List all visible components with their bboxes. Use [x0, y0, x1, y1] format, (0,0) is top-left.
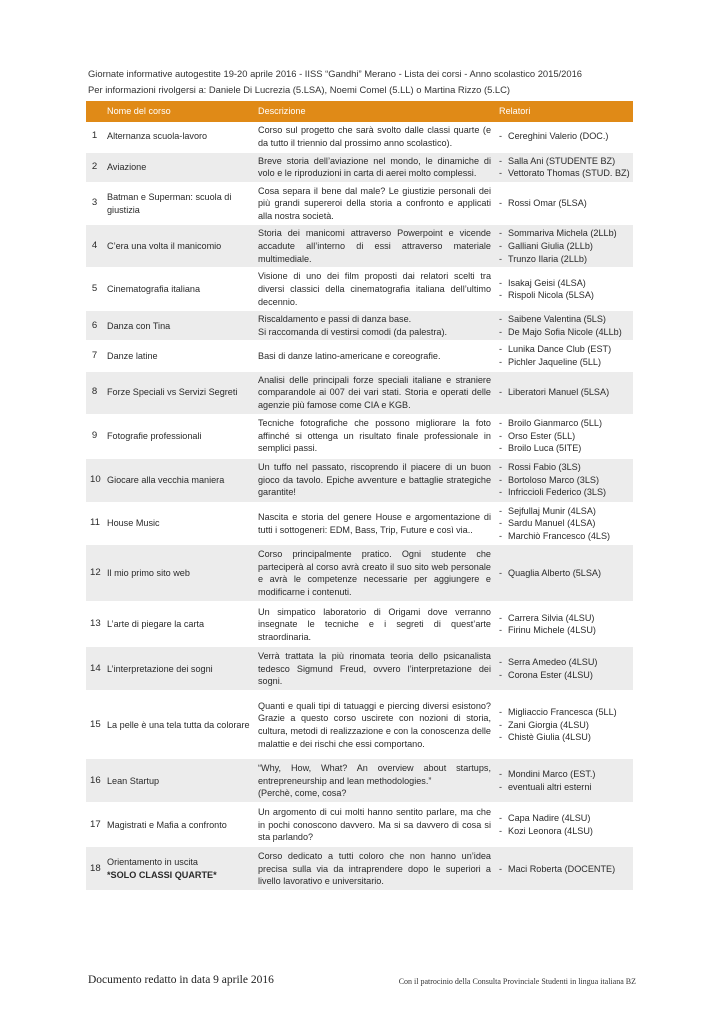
course-description: Storia dei manicomi attraverso Powerpoint e vicende accadute all’interno di essi attraverso materiale multimediale.: [254, 225, 495, 268]
column-header-description: Descrizione: [254, 101, 495, 122]
course-number: 9: [86, 414, 103, 458]
speaker-item: - Mondini Marco (EST.): [499, 768, 629, 781]
course-speakers-cell: [495, 225, 633, 268]
course-number: 1: [86, 122, 103, 152]
speaker-item: - Rossi Omar (5LSA): [499, 197, 629, 210]
speaker-item: - Vettorato Thomas (STUD. BZ): [499, 167, 629, 180]
speaker-list: [499, 768, 629, 793]
table-row: [86, 803, 633, 847]
course-description: Basi di danze latino-americane e coreografie.: [254, 341, 495, 371]
course-speakers-cell: [495, 414, 633, 458]
course-name-cell: [103, 122, 254, 152]
course-description: Quanti e quali tipi di tatuaggi e piercing diversi esistono? Grazie a questo corso uscirete con nozioni di storia, cultura, metodi di realizzazione e con la conoscenza delle malattie e dei rischi che essi comportano.: [254, 691, 495, 759]
table-row: [86, 225, 633, 268]
course-name: Alternanza scuola-lavoro: [107, 131, 208, 142]
speaker-item: - Maci Roberta (DOCENTE): [499, 863, 629, 876]
footer-date: Documento redatto in data 9 aprile 2016: [88, 974, 274, 986]
document-header: [88, 66, 648, 98]
course-name-cell: [103, 545, 254, 602]
course-description: Tecniche fotografiche che possono migliorare la foto affinché si ottenga un risultato finale professionale in semplici passi.: [254, 414, 495, 458]
speaker-item: - De Majo Sofia Nicole (4LLb): [499, 326, 629, 339]
course-name-cell: [103, 182, 254, 225]
table-body: [86, 122, 633, 891]
header-contact-line: Per informazioni rivolgersi a: Daniele Di Lucrezia (5.LSA), Noemi Comel (5.LL) o Martina Rizzo (5.LC): [88, 84, 511, 95]
course-number: 11: [86, 502, 103, 545]
table-row: [86, 545, 633, 602]
course-name: Fotografie professionali: [107, 430, 202, 441]
speaker-list: [499, 567, 629, 580]
speaker-item: - Bortoloso Marco (3LS): [499, 474, 629, 487]
table-row: [86, 311, 633, 341]
speaker-item: - Capa Nadire (4LSU): [499, 812, 629, 825]
table-row: [86, 152, 633, 182]
course-name: Lean Startup: [107, 775, 160, 786]
speaker-item: - Pichler Jaqueline (5LL): [499, 356, 629, 369]
course-name: House Music: [107, 518, 160, 529]
speaker-list: [499, 461, 629, 499]
course-speakers-cell: [495, 371, 633, 414]
course-name-cell: [103, 602, 254, 647]
speaker-list: [499, 386, 629, 399]
course-number: 15: [86, 691, 103, 759]
course-name-cell: [103, 152, 254, 182]
header-title-line: Giornate informative autogestite 19-20 aprile 2016 - IISS “Gandhi” Merano - Lista dei corsi - Anno scolastico 2015/2016: [88, 68, 583, 79]
course-number: 4: [86, 225, 103, 268]
course-number: 13: [86, 602, 103, 647]
course-description: Un simpatico laboratorio di Origami dove verranno insegnate le tecniche e i segreti di quest’arte straordinaria.: [254, 602, 495, 647]
table-row: [86, 502, 633, 545]
speaker-item: - Trunzo Ilaria (2LLb): [499, 253, 629, 266]
speaker-item: - Firinu Michele (4LSU): [499, 624, 629, 637]
course-speakers-cell: [495, 341, 633, 371]
course-name-cell: [103, 759, 254, 803]
course-speakers-cell: [495, 458, 633, 502]
course-name-cell: [103, 268, 254, 311]
course-speakers-cell: [495, 545, 633, 602]
speaker-item: - Serra Amedeo (4LSU): [499, 656, 629, 669]
table-row: [86, 602, 633, 647]
course-speakers-cell: [495, 803, 633, 847]
speaker-item: - Salla Ani (STUDENTE BZ): [499, 155, 629, 168]
speaker-list: [499, 313, 629, 338]
table-header-row: [86, 101, 633, 122]
speaker-item: - Liberatori Manuel (5LSA): [499, 386, 629, 399]
speaker-list: [499, 417, 629, 455]
course-number: 16: [86, 759, 103, 803]
speaker-item: - Migliaccio Francesca (5LL): [499, 706, 629, 719]
speaker-list: [499, 812, 629, 837]
speaker-item: - Broilo Luca (5ITE): [499, 442, 629, 455]
course-number: 10: [86, 458, 103, 502]
course-speakers-cell: [495, 691, 633, 759]
speaker-item: - Carrera Silvia (4LSU): [499, 612, 629, 625]
course-name-cell: [103, 311, 254, 341]
speaker-list: [499, 863, 629, 876]
course-name: C’era una volta il manicomio: [107, 241, 222, 252]
course-name-cell: [103, 371, 254, 414]
table-row: [86, 371, 633, 414]
table-row: [86, 847, 633, 891]
table-row: [86, 458, 633, 502]
speaker-item: - Rispoli Nicola (5LSA): [499, 289, 629, 302]
speaker-item: - Sejfullaj Munir (4LSA): [499, 505, 629, 518]
course-number: 5: [86, 268, 103, 311]
table-row: [86, 647, 633, 691]
course-name-cell: [103, 341, 254, 371]
course-name-cell: [103, 647, 254, 691]
course-name: La pelle è una tela tutta da colorare: [107, 719, 250, 730]
course-name: Aviazione: [107, 161, 147, 172]
speaker-item: - Broilo Gianmarco (5LL): [499, 417, 629, 430]
table-row: [86, 268, 633, 311]
speaker-item: - Chistè Giulia (4LSU): [499, 731, 629, 744]
course-description: Visione di uno dei film proposti dai relatori scelti tra diversi classici della cinematografia italiana dell’ultimo decennio.: [254, 268, 495, 311]
speaker-list: [499, 197, 629, 210]
course-description: Un argomento di cui molti hanno sentito parlare, ma che in pochi conoscono davvero. Ma si sa davvero di cosa si sta parlando?: [254, 803, 495, 847]
speaker-item: - Saibene Valentina (5LS): [499, 313, 629, 326]
course-speakers-cell: [495, 152, 633, 182]
footer-sponsor: Con il patrocinio della Consulta Provinciale Studenti in lingua italiana BZ: [398, 977, 636, 986]
speaker-item: - Kozi Leonora (4LSU): [499, 825, 629, 838]
course-speakers-cell: [495, 602, 633, 647]
column-header-speakers: Relatori: [495, 101, 633, 122]
table-row: [86, 122, 633, 152]
speaker-item: - Isakaj Geisi (4LSA): [499, 277, 629, 290]
course-number: 3: [86, 182, 103, 225]
course-name: Cinematografia italiana: [107, 283, 201, 294]
course-description: Analisi delle principali forze speciali italiane e straniere comparandole ai 007 dei vari stati. Storia e operati delle agenzie più famose come CIA e KGB.: [254, 371, 495, 414]
course-description: Verrà trattata la più rinomata teoria dello psicanalista tedesco Sigmund Freud, ovvero l’interpretazione dei sogni.: [254, 647, 495, 691]
course-number: 2: [86, 152, 103, 182]
speaker-item: - Orso Ester (5LL): [499, 430, 629, 443]
column-header-number: [86, 101, 103, 122]
course-description: Breve storia dell’aviazione nel mondo, le dinamiche di volo e le riproduzioni in carta di aerei molto complessi.: [254, 152, 495, 182]
course-name-cell: [103, 502, 254, 545]
course-description: Corso dedicato a tutti coloro che non hanno un’idea precisa sulla via da intraprendere dopo le superiori a livello lavorativo e universitario.: [254, 847, 495, 891]
course-description: Corso principalmente pratico. Ogni studente che parteciperà al corso avrà creato il suo sito web personale e avrà le competenze necessarie per aggiungere e modificarne i contenuti.: [254, 545, 495, 602]
course-name: Danze latine: [107, 350, 158, 361]
speaker-list: [499, 155, 629, 180]
course-name-cell: [103, 414, 254, 458]
course-speakers-cell: [495, 759, 633, 803]
speaker-list: [499, 706, 629, 744]
course-description: Corso sul progetto che sarà svolto dalle classi quarte (e da tutto il triennio dal prossimo anno scolastico).: [254, 122, 495, 152]
speaker-item: - Galliani Giulia (2LLb): [499, 240, 629, 253]
course-name: Danza con Tina: [107, 320, 171, 331]
course-number: 7: [86, 341, 103, 371]
course-name: Magistrati e Mafia a confronto: [107, 819, 227, 830]
table-row: [86, 759, 633, 803]
table-row: [86, 691, 633, 759]
course-speakers-cell: [495, 182, 633, 225]
course-name: L’arte di piegare la carta: [107, 619, 205, 630]
speaker-item: - Sommariva Michela (2LLb): [499, 227, 629, 240]
speaker-item: - Sardu Manuel (4LSA): [499, 517, 629, 530]
course-name: Forze Speciali vs Servizi Segreti: [107, 387, 238, 398]
course-name-cell: [103, 225, 254, 268]
table-row: [86, 414, 633, 458]
course-speakers-cell: [495, 647, 633, 691]
speaker-list: [499, 130, 629, 143]
course-name-cell: [103, 847, 254, 891]
course-speakers-cell: [495, 847, 633, 891]
course-number: 14: [86, 647, 103, 691]
speaker-item: - Marchiò Francesco (4LS): [499, 530, 629, 543]
speaker-item: - eventuali altri esterni: [499, 781, 629, 794]
course-name-note: *SOLO CLASSI QUARTE*: [107, 869, 217, 880]
course-name-cell: [103, 803, 254, 847]
course-name: L’interpretazione dei sogni: [107, 663, 213, 674]
course-number: 18: [86, 847, 103, 891]
course-speakers-cell: [495, 122, 633, 152]
course-name: Giocare alla vecchia maniera: [107, 474, 225, 485]
course-name: Batman e Superman: scuola di giustizia: [107, 191, 232, 215]
course-number: 12: [86, 545, 103, 602]
table-row: [86, 341, 633, 371]
speaker-list: [499, 656, 629, 681]
speaker-item: - Zani Giorgia (4LSU): [499, 719, 629, 732]
course-name: Orientamento in uscita: [107, 857, 198, 868]
course-speakers-cell: [495, 311, 633, 341]
course-number: 17: [86, 803, 103, 847]
speaker-list: [499, 612, 629, 637]
course-number: 6: [86, 311, 103, 341]
speaker-item: - Lunika Dance Club (EST): [499, 343, 629, 356]
courses-table: [86, 101, 633, 891]
speaker-item: - Infriccioli Federico (3LS): [499, 486, 629, 499]
speaker-item: - Rossi Fabio (3LS): [499, 461, 629, 474]
course-description: Cosa separa il bene dal male? Le giustizie personali dei più grandi supereroi della storia a confronto e applicati alla nostra società.: [254, 182, 495, 225]
column-header-course-name: Nome del corso: [103, 101, 254, 122]
table-row: [86, 182, 633, 225]
course-name-cell: [103, 458, 254, 502]
speaker-list: [499, 505, 629, 543]
speaker-list: [499, 277, 629, 302]
course-description: Un tuffo nel passato, riscoprendo il piacere di un buon gioco da tavolo. Epiche avventure e battaglie strategiche garantite!: [254, 458, 495, 502]
speaker-item: - Corona Ester (4LSU): [499, 669, 629, 682]
course-description: “Why, How, What? An overview about startups, entrepreneurship and lean methodologies.” (Perchè, come, cosa?: [254, 759, 495, 803]
speaker-list: [499, 343, 629, 368]
speaker-list: [499, 227, 629, 265]
course-name: Il mio primo sito web: [107, 568, 190, 579]
course-speakers-cell: [495, 502, 633, 545]
speaker-item: - Quaglia Alberto (5LSA): [499, 567, 629, 580]
course-number: 8: [86, 371, 103, 414]
course-name-cell: [103, 691, 254, 759]
course-speakers-cell: [495, 268, 633, 311]
course-description: Nascita e storia del genere House e argomentazione di tutti i sottogeneri: EDM, Bass, Trip, Future e così via..: [254, 502, 495, 545]
course-description: Riscaldamento e passi di danza base. Si raccomanda di vestirsi comodi (da palestra).: [254, 311, 495, 341]
speaker-item: - Cereghini Valerio (DOC.): [499, 130, 629, 143]
